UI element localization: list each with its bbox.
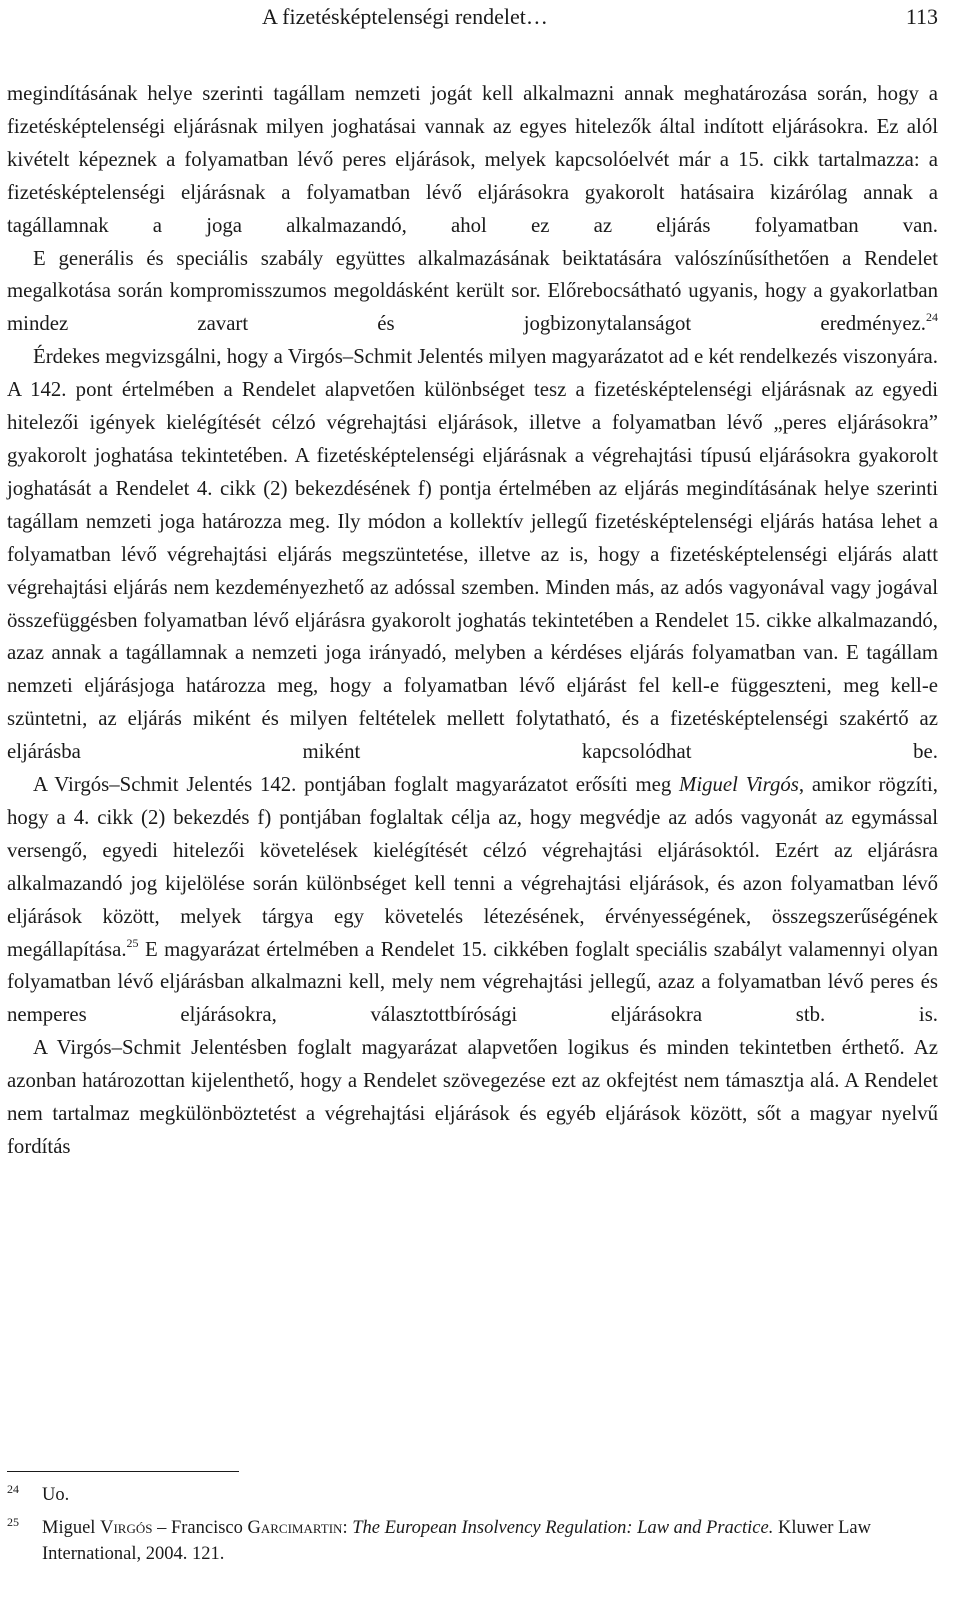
footnote-number: 24: [7, 1482, 19, 1496]
paragraph-2: [7, 243, 938, 342]
footnote-author-1-last: Virgós: [100, 1517, 153, 1538]
footnote-book-title: The European Insolvency Regulation: Law and Practice.: [352, 1517, 774, 1538]
paragraph-5-text: A Virgós–Schmit Jelentésben foglalt magyarázat alapvetően logikus és minden tekintetben érthető. Az azonban határozottan kijelenthető, hogy a Rendelet szövegezése ezt az okfejtést nem támasztja alá. A Rendelet nem tartalmaz megkülönböztetést a végrehajtási eljárások és egyéb eljárások között, sőt a magyar nyelvű fordítás: [7, 1036, 938, 1158]
body-text: [7, 78, 938, 1164]
paragraph-1: [7, 78, 938, 243]
paragraph-4-text-before: A Virgós–Schmit Jelentés 142. pontjában foglalt magyarázatot erősíti meg: [33, 773, 680, 797]
footnote-separator: [7, 1471, 239, 1472]
paragraph-4: [7, 769, 938, 1032]
footnote-author-2-first: Francisco: [170, 1517, 248, 1538]
footnote-25: [7, 1515, 938, 1568]
paragraph-2-text: E generális és speciális szabály együttes alkalmazásának beiktatására valószínűsíthetően a Rendelet megalkotása során kompromisszumos megoldásként került sor. Előrebocsátható ugyanis, hogy a gyakorlatban mindez zavart és jogbizonytalanságot eredményez.: [7, 246, 938, 336]
page-number: 113: [905, 4, 938, 29]
footnote-number: 25: [7, 1514, 19, 1529]
paragraph-3: [7, 341, 938, 769]
footnote-text: Uo.: [42, 1485, 70, 1505]
footnote-ref-24[interactable]: 24: [926, 310, 938, 325]
footnote-24: [7, 1482, 938, 1509]
paragraph-4-text-middle: , amikor rögzíti, hogy a 4. cikk (2) bekezdés f) pontjában foglaltak célja az, hogy megvédje az adós vagyonát az egymással versengő, egyedi hitelezői követelések kielégítését célzó végrehajtási eljárásoktól. Ezért az eljárásra alkalmazandó jog kijelölése során különbséget kell tenni a végrehajtási eljárások, és azon folyamatban lévő eljárások között, melyek tárgya egy követelés létezésének, érvényességének, összegszerűségének megállapítása.: [7, 773, 938, 961]
running-title: A fizetésképtelenségi rendelet…: [262, 4, 548, 29]
paragraph-3-text: Érdekes megvizsgálni, hogy a Virgós–Schmit Jelentés milyen magyarázatot ad e két rendelkezés viszonyára. A 142. pont értelmében a Rendelet alapvetően különbséget tesz a fizetésképtelenségi eljárásnak az egyedi hitelezői igények kielégítését célzó végrehajtási eljárások, illetve a folyamatban lévő „peres eljárásokra” gyakorolt joghatása tekintetében. A fizetésképtelenségi eljárásnak a végrehajtási típusú eljárásokra gyakorolt joghatását a Rendelet 4. cikk (2) bekezdésének f) pontja értelmében az eljárás megindításának helye szerinti tagállam nemzeti joga határozza meg. Ily módon a kollektív jellegű fizetésképtelenségi eljárás hatása lehet a folyamatban lévő végrehajtási eljárás megszüntetése, illetve az is, hogy a fizetésképtelenségi eljárás alatt végrehajtási eljárás nem kezdeményezhető az adóssal szemben. Minden más, az adós vagyonával vagy jogával összefüggésben folyamatban lévő eljárásra gyakorolt joghatás tekintetében a Rendelet 15. cikke alkalmazandó, azaz annak a tagállamnak a nemzeti joga irányadó, melyben a kérdéses eljárás folyamatban van. E tagállam nemzeti eljárásjoga határozza meg, hogy a folyamatban lévő eljárást fel kell-e függeszteni, meg kell-e szüntetni, az eljárás miként és milyen feltételek mellett folytatható, és a fizetésképtelenségi szakértő az eljárásba miként kapcsolódhat be.: [7, 345, 938, 764]
page-header: [0, 4, 938, 38]
footnote-ref-25[interactable]: 25: [126, 935, 139, 950]
footnote-publisher: Kluwer Law International, 2004. 121.: [42, 1517, 871, 1564]
paragraph-4-text-after: E magyarázat értelmében a Rendelet 15. cikkében foglalt speciális szabályt valamennyi olyan folyamatban lévő eljárásban alkalmazni kell, mely nem végrehajtási jellegű, azaz a folyamatban lévő peres és nemperes eljárásokra, választottbírósági eljárásokra stb. is.: [7, 937, 938, 1027]
footnote-dash: –: [152, 1517, 171, 1538]
footnotes: [7, 1482, 938, 1574]
paragraph-1-text: megindításának helye szerinti tagállam nemzeti jogát kell alkalmazni annak meghatározása során, hogy a fizetésképtelenségi eljárásnak milyen joghatásai vannak az egyes hitelezők által indított eljárásokra. Ez alól kivételt képeznek a folyamatban lévő peres eljárások, melyek kapcsolóelvét már a 15. cikk tartalmazza: a fizetésképtelenségi eljárásnak a folyamatban lévő eljárásokra gyakorolt hatásaira kizárólag annak a tagállamnak a joga alkalmazandó, ahol ez az eljárás folyamatban van.: [7, 82, 938, 237]
footnote-colon: :: [342, 1517, 353, 1538]
footnote-author-1-first: Miguel: [42, 1517, 101, 1538]
paragraph-5: [7, 1032, 938, 1164]
footnote-author-2-last: Garcimartin: [247, 1517, 343, 1538]
author-name: Miguel Virgós: [679, 773, 799, 797]
